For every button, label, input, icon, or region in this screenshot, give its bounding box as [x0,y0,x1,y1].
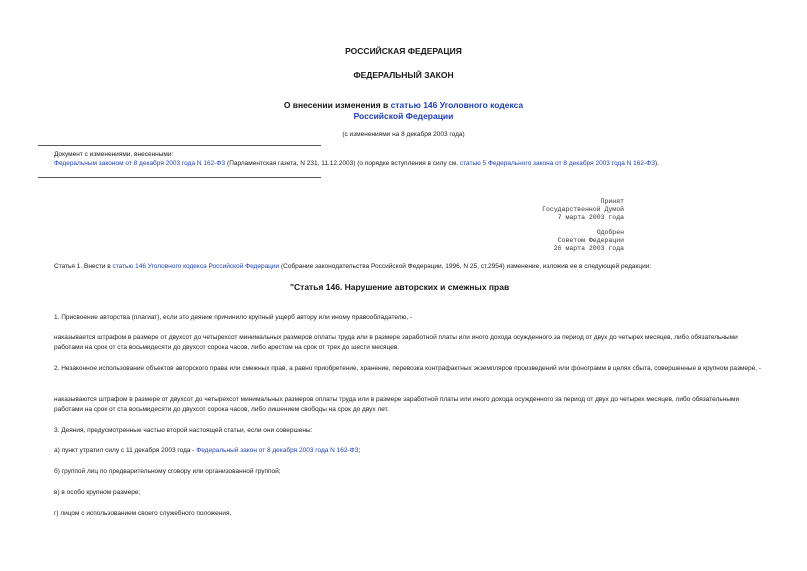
changes-label: Документ с изменениями, внесенными: [54,151,174,158]
article1-paragraph [54,262,768,272]
repeal-law-link[interactable]: Федеральный закон от 8 декабря 2003 года N 162-ФЗ [196,447,359,454]
paragraph-3: 3. Деяния, предусмотренные частью второй настоящей статьи, если они совершены: [54,427,313,434]
adopted-line: 7 марта 2003 года [557,214,624,221]
approved-line: Одобрен [596,229,624,236]
paragraph-2-penalty: наказываются штрафом в размере от двухсот до четырехсот минимальных размеров оплаты труда или в размере заработной платы или иного дохода осужденного за период от двух до четырех месяцев, либо обязательными работами на срок от ста восьмидесяти до двухсот сорока часов, либо лишением свободы на срок до двух лет. [54,396,740,413]
article146-link[interactable]: статью 146 Уголовного кодекса Российской Федерации [112,263,280,270]
changes-line [54,159,659,168]
paragraph-2: 2. Незаконное использование объектов авторского права или смежных прав, а равно приобретение, хранение, перевозка контрафактных экземпляров произведений или фонограмм в целях сбыта, совершенные в крупном размере, - [54,365,762,372]
adopted-block [420,198,624,222]
rule-bottom [38,177,321,178]
law-title [0,100,807,121]
country-heading: РОССИЙСКАЯ ФЕДЕРАЦИЯ [345,46,462,56]
paragraph-g: г) лицом с использованием своего служебного положения, [54,510,232,517]
article5-link[interactable]: статью 5 Федерального закона от 8 декабря 2003 года N 162-ФЗ [459,160,656,167]
approved-line: Советом Федерации [557,237,624,244]
approved-line: 26 марта 2003 года [553,245,624,252]
law-title-line1 [0,100,807,111]
paragraph-v: в) в особо крупном размере; [54,489,141,496]
title-article-link[interactable]: статью 146 Уголовного кодекса [390,100,524,110]
article1-prefix: Статья 1. Внести в [54,263,113,270]
adopted-line: Принят [600,198,624,205]
law-type-heading: ФЕДЕРАЛЬНЫЙ ЗАКОН [353,70,454,80]
paragraph-a-suffix: ; [358,447,361,454]
changes-text1: (Парламентская газета, N 231, 11.12.2003) (о порядке вступления в силу см. [225,160,460,167]
article146-heading: "Статья 146. Нарушение авторских и смежных прав [290,282,510,292]
rule-top [38,145,321,146]
paragraph-b: б) группой лиц по предварительному сговору или организованной группой; [54,468,281,475]
changes-box [54,150,659,168]
approved-block [420,229,624,253]
paragraph-a [54,446,768,456]
paragraph-1: 1. Присвоение авторства (плагиат), если это деяние причинило крупный ущерб автору или иному правообладателю, - [54,314,413,321]
paragraph-a-prefix: а) пункт утратил силу с 11 декабря 2003 года - [54,447,197,454]
law-title-line2 [0,111,807,122]
paragraph-1-penalty: наказывается штрафом в размере от двухсот до четырехсот минимальных размеров оплаты труда или в размере заработной платы или иного дохода осужденного за период от двух до четырех месяцев, либо обязательными работами на срок от ста восьмидесяти до двухсот сорока часов, либо арестом на срок от трех до шести месяцев. [54,334,738,351]
adopted-line: Государственной Думой [542,206,624,213]
title-article-link-cont[interactable]: Российской Федерации [353,110,454,121]
law-title-prefix: О внесении изменения в [283,100,391,110]
changes-text2: ). [655,160,659,167]
amend-note: (с изменениями на 8 декабря 2003 года) [342,131,465,138]
article1-suffix: (Собрание законодательства Российской Федерации, 1996, N 25, ст.2954) изменение, изложив ее в следующей редакции: [279,263,652,270]
amending-law-link[interactable]: Федеральным законом от 8 декабря 2003 года N 162-ФЗ [54,160,226,167]
